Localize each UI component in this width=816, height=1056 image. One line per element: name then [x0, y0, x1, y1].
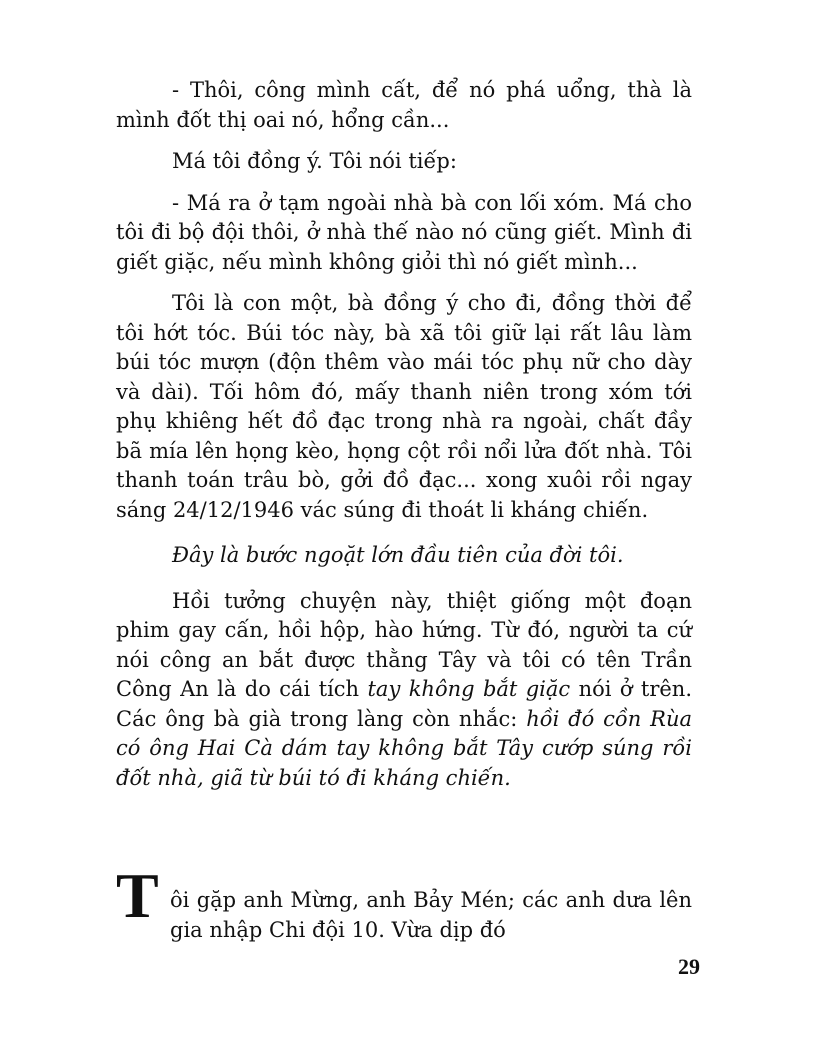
paragraph-turning-point: Đây là bước ngoặt lớn đầu tiên của đời tôi. [172, 543, 624, 567]
paragraph-dropcap: ôi gặp anh Mừng, anh Bảy Mén; các anh dưa lên gia nhập Chi đội 10. Vừa dịp đó [170, 888, 692, 942]
page-number: 29 [678, 954, 700, 979]
paragraph-dialogue-2: - Má ra ở tạm ngoài nhà bà con lối xóm. Má cho tôi đi bộ đội thôi, ở nhà thế nào nó cũng giết. Mình đi giết giặc, nếu mình không giỏi thì nó giết mình... [116, 190, 692, 274]
recollection-italic-1: tay không bắt giặc [367, 677, 571, 701]
paragraph-narration-1: Má tôi đồng ý. Tôi nói tiếp: [172, 149, 457, 173]
paragraph-recollection [116, 587, 692, 794]
recollection-text-1: Hồi tưởng chuyện này, thiệt giống một đoạn phim gay cấn, hồi hộp, hào hứng. Từ đó, người ta cứ nói công an bắt được thằng Tây và tôi có tên Trần Công An là do cái tích [116, 588, 692, 701]
recollection-italic-2: hồi đó cồn Rùa có ông Hai Cà dám tay không bắt Tây cướp súng rồi đốt nhà, giã từ búi tó đi kháng chiến. [116, 706, 692, 790]
paragraph-narration-2: Tôi là con một, bà đồng ý cho đi, đồng thời để tôi hớt tóc. Búi tóc này, bà xã tôi giữ lại rất lâu làm búi tóc mượn (độn thêm vào mái tóc phụ nữ cho dày và dài). Tối hôm đó, mấy thanh niên trong xóm tới phụ khiêng hết đồ đạc trong nhà ra ngoài, chất đầy bã mía lên họng kèo, họng cột rồi nổi lửa đốt nhà. Tôi thanh toán trâu bò, gởi đồ đạc... xong xuôi rồi ngay sáng 24/12/1946 vác súng đi thoát li kháng chiến. [116, 291, 692, 522]
recollection-text-2: nói ở trên. Các ông bà già trong làng còn nhắc: [116, 677, 692, 731]
drop-cap-letter: T [116, 860, 159, 931]
body-text [116, 76, 692, 793]
paragraph-dialogue-1: - Thôi, công mình cất, để nó phá uổng, thà là mình đốt thị oai nó, hổng cần... [116, 78, 692, 132]
